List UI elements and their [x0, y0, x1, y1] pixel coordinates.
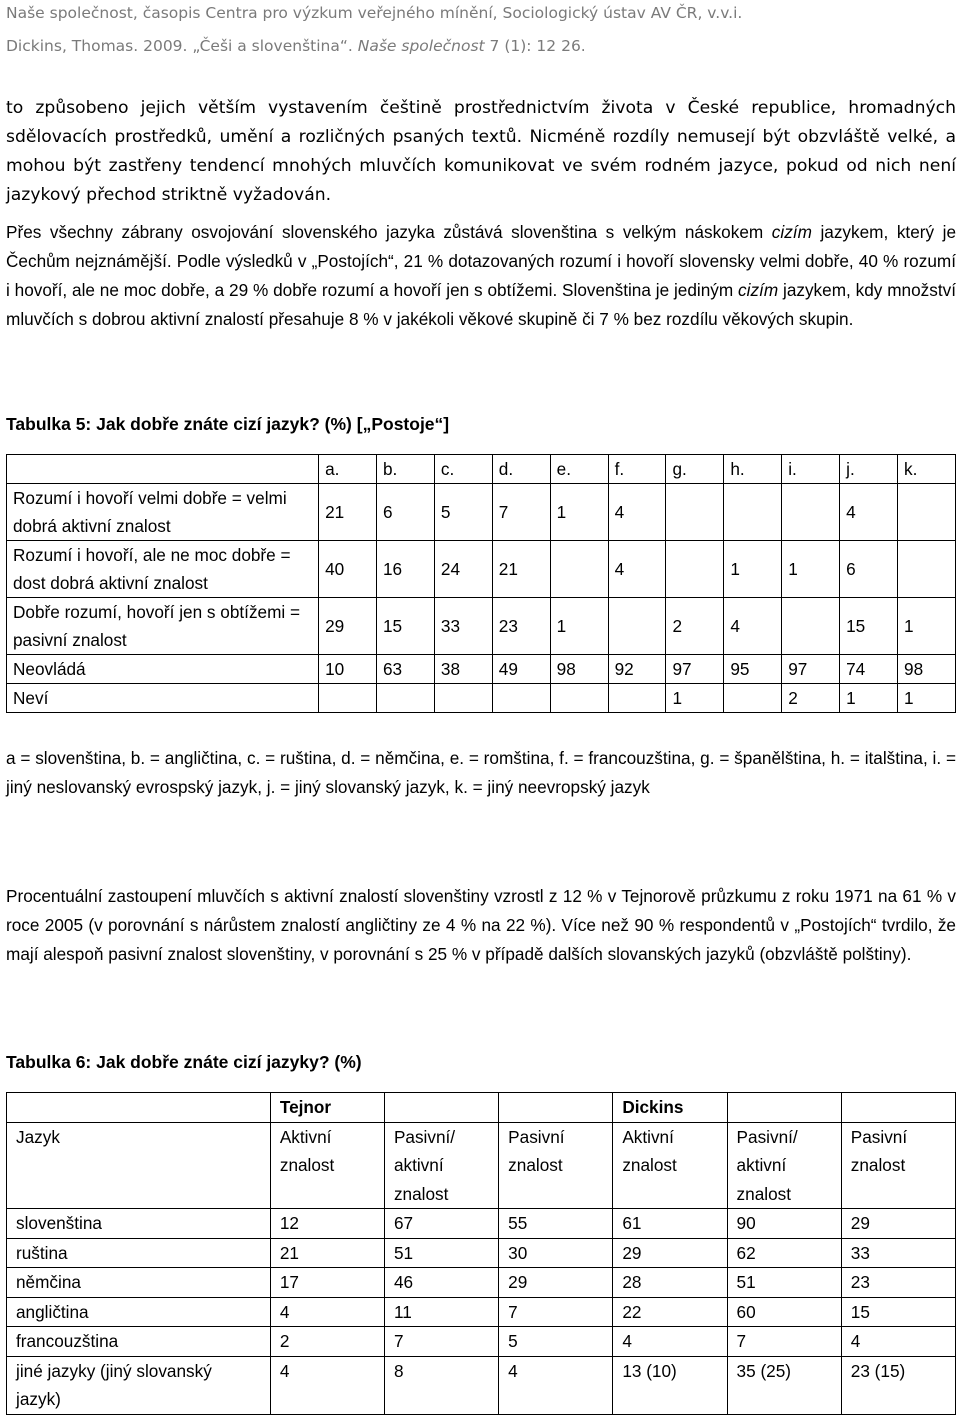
table-cell — [384, 1093, 498, 1123]
table-row — [7, 1268, 956, 1298]
table-cell: 23 — [841, 1268, 955, 1298]
column-header: h. — [724, 455, 782, 484]
table-cell: 1 — [898, 684, 956, 713]
table-cell — [434, 684, 492, 713]
table-row — [7, 1238, 956, 1268]
table-cell — [7, 455, 319, 484]
table-cell: 1 — [550, 484, 608, 541]
table-cell — [608, 684, 666, 713]
table-cell: 17 — [270, 1268, 384, 1298]
table-5 — [6, 454, 956, 713]
column-header: f. — [608, 455, 666, 484]
paragraph-2-part-b: jazykem, který je Čechům nejznámější. Podle výsledků v „Postojích“, 21 % dotazovaných rozumí i hovoří slovensky velmi dobře, 40 % rozumí i hovoří, ale ne moc dobře, a 29 % dobře rozumí a hovoří jen s obtížemi. Slovenština je jediným — [6, 222, 957, 300]
column-header: Aktivní znalost — [270, 1122, 384, 1209]
column-header: Pasivní/ aktivní znalost — [727, 1122, 841, 1209]
row-label: slovenština — [7, 1209, 271, 1239]
row-label: němčina — [7, 1268, 271, 1298]
table-cell: 29 — [319, 598, 377, 655]
row-label: angličtina — [7, 1297, 271, 1327]
table-cell: 35 (25) — [727, 1356, 841, 1414]
table-cell: 4 — [608, 541, 666, 598]
table-cell: 2 — [782, 684, 840, 713]
table-cell — [319, 684, 377, 713]
table-cell: 1 — [840, 684, 898, 713]
table-cell: 33 — [434, 598, 492, 655]
table-cell: 95 — [724, 655, 782, 684]
group-header-tejnor: Tejnor — [270, 1093, 384, 1123]
table-cell: 24 — [434, 541, 492, 598]
citation-text: Dickins, Thomas. 2009. „Češi a slovenština“. — [6, 37, 358, 55]
table-cell: 2 — [270, 1327, 384, 1357]
table-cell: 90 — [727, 1209, 841, 1239]
table-cell: 15 — [841, 1297, 955, 1327]
table-cell: 29 — [499, 1268, 613, 1298]
column-header: Aktivní znalost — [613, 1122, 727, 1209]
row-label: Dobře rozumí, hovoří jen s obtížemi = pasivní znalost — [7, 598, 319, 655]
column-header: g. — [666, 455, 724, 484]
table-row — [7, 541, 956, 598]
table-cell: 29 — [841, 1209, 955, 1239]
table-cell: 46 — [384, 1268, 498, 1298]
table-cell: 4 — [613, 1327, 727, 1357]
table-cell: 1 — [724, 541, 782, 598]
table-row — [7, 598, 956, 655]
table-cell — [724, 684, 782, 713]
table-cell: 97 — [666, 655, 724, 684]
column-header: k. — [898, 455, 956, 484]
table-row — [7, 1093, 956, 1123]
table-cell — [499, 1093, 613, 1123]
paragraph-1: to způsobeno jejich větším vystavením češtině prostřednictvím života v České republice, hromadných sdělovacích prostředků, umění a rozličných psaných textů. Nicméně rozdíly nemusejí být obzvláště velké, a mohou být zastřeny tendencí mnohých mluvčích komunikovat ve svém rodném jazyce, pokud od nich není jazykový přechod striktně vyžadován. — [6, 98, 956, 205]
table-cell: 7 — [727, 1327, 841, 1357]
table-cell: 33 — [841, 1238, 955, 1268]
table-cell: 21 — [319, 484, 377, 541]
table-cell — [898, 484, 956, 541]
table-cell: 97 — [782, 655, 840, 684]
table-cell — [608, 598, 666, 655]
table-row — [7, 1122, 956, 1209]
table-cell: 74 — [840, 655, 898, 684]
row-label: francouzština — [7, 1327, 271, 1357]
table-row — [7, 1356, 956, 1414]
table-cell: 15 — [377, 598, 435, 655]
table-cell: 28 — [613, 1268, 727, 1298]
table-cell: 4 — [841, 1327, 955, 1357]
column-header: Pasivní/ aktivní znalost — [384, 1122, 498, 1209]
row-label: Neví — [7, 684, 319, 713]
table-cell: 4 — [499, 1356, 613, 1414]
table-cell: 62 — [727, 1238, 841, 1268]
table-6 — [6, 1092, 956, 1415]
table-cell — [550, 541, 608, 598]
table-cell: 23 (15) — [841, 1356, 955, 1414]
table-row — [7, 1209, 956, 1239]
table-cell: 4 — [270, 1356, 384, 1414]
table-cell: 5 — [434, 484, 492, 541]
table-5-footnote: a = slovenština, b. = angličtina, c. = ruština, d. = němčina, e. = romština, f. = francouzština, g. = španělština, h. = italština, i. = jiný neslovanský evrospský jazyk, j. = jiný slovanský jazyk, k. = jiný neevropský jazyk — [6, 748, 956, 797]
table-cell: 92 — [608, 655, 666, 684]
table-cell: 61 — [613, 1209, 727, 1239]
table-cell: 1 — [782, 541, 840, 598]
table-cell: 13 (10) — [613, 1356, 727, 1414]
table-cell: 1 — [898, 598, 956, 655]
table-cell: 4 — [724, 598, 782, 655]
table-cell: 55 — [499, 1209, 613, 1239]
row-label: Neovládá — [7, 655, 319, 684]
table-row — [7, 684, 956, 713]
table-cell — [782, 598, 840, 655]
row-label: Rozumí i hovoří, ale ne moc dobře = dost dobrá aktivní znalost — [7, 541, 319, 598]
table-cell: 7 — [499, 1297, 613, 1327]
row-label: Rozumí i hovoří velmi dobře = velmi dobrá aktivní znalost — [7, 484, 319, 541]
table-cell: 5 — [499, 1327, 613, 1357]
group-header-dickins: Dickins — [613, 1093, 727, 1123]
table-cell — [7, 1093, 271, 1123]
table-cell: 30 — [499, 1238, 613, 1268]
paragraph-2-part-c: jazykem, kdy množství mluvčích s dobrou aktivní znalostí přesahuje 8 % v jakékoli věkové skupině či 7 % bez rozdílu věkových skupin. — [6, 280, 956, 329]
table-cell: 6 — [377, 484, 435, 541]
table-cell: 11 — [384, 1297, 498, 1327]
table-cell: 1 — [666, 684, 724, 713]
table-row — [7, 484, 956, 541]
table-cell — [724, 484, 782, 541]
paragraph-2-part-a: Přes všechny zábrany osvojování slovenského jazyka zůstává slovenština s velkým náskokem — [6, 222, 772, 242]
table-cell: 22 — [613, 1297, 727, 1327]
table-cell — [898, 541, 956, 598]
column-header: d. — [492, 455, 550, 484]
table-cell: 98 — [898, 655, 956, 684]
citation-header — [6, 33, 586, 59]
table-cell: 6 — [840, 541, 898, 598]
table-cell: 7 — [384, 1327, 498, 1357]
paragraph-2 — [6, 218, 956, 334]
table-cell: 2 — [666, 598, 724, 655]
table-cell: 40 — [319, 541, 377, 598]
table-cell — [841, 1093, 955, 1123]
table-cell — [666, 541, 724, 598]
table-cell — [377, 684, 435, 713]
table-cell: 51 — [727, 1268, 841, 1298]
paragraph-3: Procentuální zastoupení mluvčích s aktivní znalostí slovenštiny vzrostl z 12 % v Tejnorově průzkumu z roku 1971 na 61 % v roce 2005 (v porovnání s nárůstem znalostí angličtiny ze 4 % na 22 %). Více než 90 % respondentů v „Postojích“ tvrdilo, že mají alespoň pasivní znalost slovenštiny, v porovnání s 25 % v případě dalších slovanských jazyků (obzvláště polštiny). — [6, 886, 956, 964]
row-label: jiné jazyky (jiný slovanský jazyk) — [7, 1356, 271, 1414]
column-header: b. — [377, 455, 435, 484]
table-cell: 29 — [613, 1238, 727, 1268]
row-label: ruština — [7, 1238, 271, 1268]
citation-pages: 7 (1): 12 26. — [484, 37, 586, 55]
table-6-caption: Tabulka 6: Jak dobře znáte cizí jazyky? (%) — [6, 1052, 362, 1072]
table-row — [7, 655, 956, 684]
table-row — [7, 1297, 956, 1327]
column-header: i. — [782, 455, 840, 484]
paragraph-2-cizim-1: cizím — [771, 222, 812, 242]
table-cell: 98 — [550, 655, 608, 684]
table-cell: 49 — [492, 655, 550, 684]
table-cell: 8 — [384, 1356, 498, 1414]
table-cell: 1 — [550, 598, 608, 655]
table-cell — [492, 684, 550, 713]
table-row — [7, 1327, 956, 1357]
table-cell — [550, 684, 608, 713]
table-cell: 21 — [270, 1238, 384, 1268]
column-header: e. — [550, 455, 608, 484]
table-cell: 7 — [492, 484, 550, 541]
table-cell: 12 — [270, 1209, 384, 1239]
column-header: Jazyk — [7, 1122, 271, 1209]
table-cell — [666, 484, 724, 541]
table-row — [7, 455, 956, 484]
table-cell: 21 — [492, 541, 550, 598]
table-cell: 23 — [492, 598, 550, 655]
table-cell: 51 — [384, 1238, 498, 1268]
column-header: c. — [434, 455, 492, 484]
table-cell: 67 — [384, 1209, 498, 1239]
table-cell: 4 — [840, 484, 898, 541]
table-cell: 4 — [270, 1297, 384, 1327]
table-cell: 16 — [377, 541, 435, 598]
table-cell: 15 — [840, 598, 898, 655]
column-header: j. — [840, 455, 898, 484]
table-cell: 4 — [608, 484, 666, 541]
column-header: Pasivní znalost — [841, 1122, 955, 1209]
table-cell: 60 — [727, 1297, 841, 1327]
table-cell — [727, 1093, 841, 1123]
citation-journal: Naše společnost — [357, 37, 485, 55]
table-cell — [782, 484, 840, 541]
paragraph-2-cizim-2: cizím — [738, 280, 779, 300]
table-cell: 38 — [434, 655, 492, 684]
column-header: a. — [319, 455, 377, 484]
table-cell: 63 — [377, 655, 435, 684]
column-header: Pasivní znalost — [499, 1122, 613, 1209]
table-cell: 10 — [319, 655, 377, 684]
journal-header: Naše společnost, časopis Centra pro výzkum veřejného mínění, Sociologický ústav AV ČR, v.v.i. — [6, 4, 743, 22]
table-5-caption: Tabulka 5: Jak dobře znáte cizí jazyk? (%) [„Postoje“] — [6, 414, 450, 434]
